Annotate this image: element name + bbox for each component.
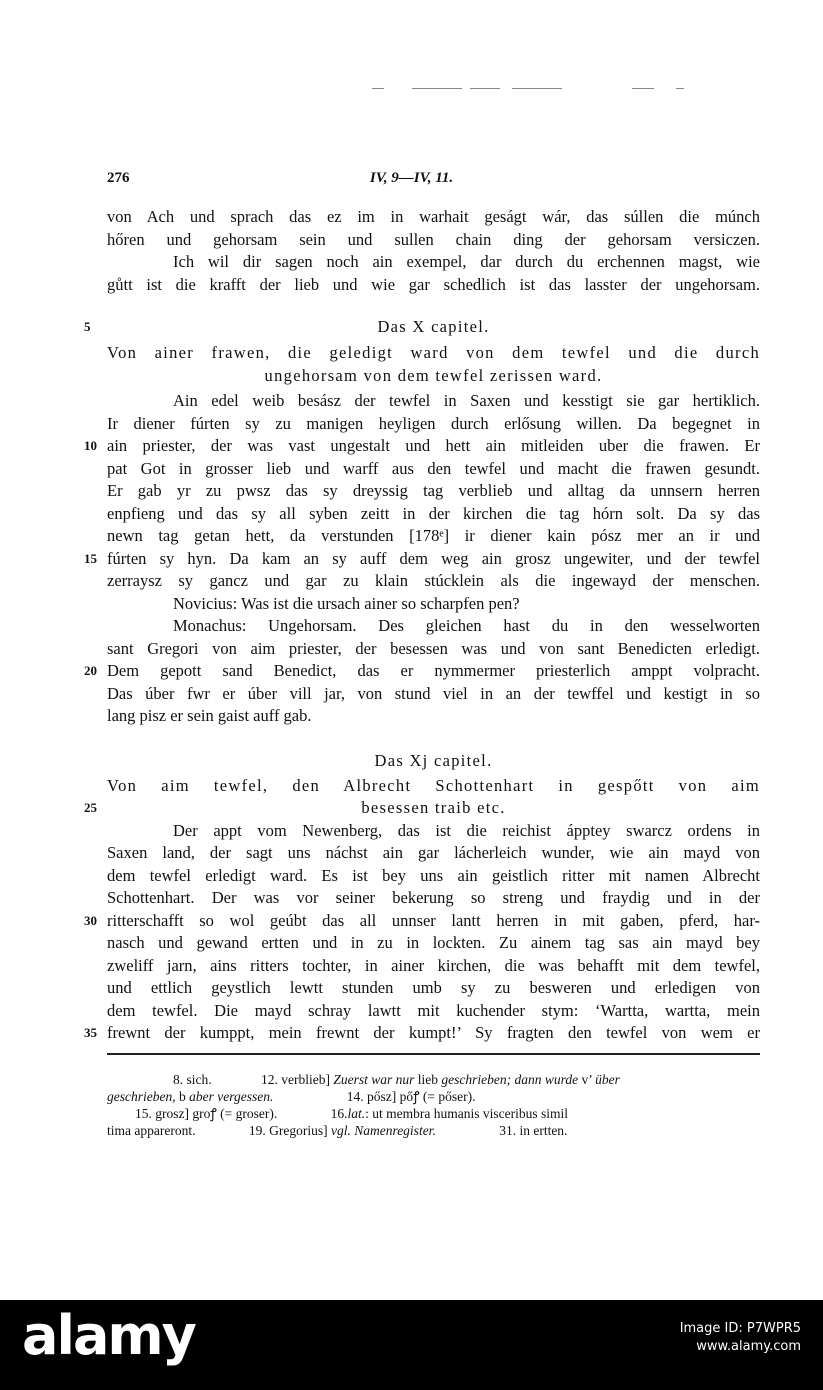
- watermark-bar: [0, 1300, 823, 1390]
- scan-smudge: [412, 88, 462, 89]
- page-number: 276: [107, 170, 130, 186]
- text-line: Der appt vom Newenberg, das ist die reichist ápptey swarcz ordens in: [173, 821, 760, 840]
- site-url: www.alamy.com: [696, 1339, 801, 1354]
- scan-smudge: [676, 88, 684, 89]
- footnote-line: [107, 1071, 760, 1088]
- footnote-italic: vgl. Namenregister.: [330, 1123, 436, 1138]
- text-line: nasch und gewand ertten und in zu in lockten. Zu ainem tag sas ain mayd bey: [107, 933, 760, 952]
- image-id: Image ID: P7WPR5: [679, 1321, 801, 1336]
- heading-line: ungehorsam von dem tewfel zerissen ward.: [264, 366, 603, 385]
- text-line: Er gab yr zu pwsz das sy dreyssig tag verblieb und alltag da unnsern herren: [107, 481, 760, 500]
- text-line: Ich wil dir sagen noch ain exempel, dar durch du erchennen magst, wie: [173, 252, 760, 271]
- footnote: 8. sich.: [173, 1072, 212, 1087]
- footnote: 16.: [330, 1106, 348, 1121]
- footnote: 15. grosz] groꝭ (= groser).: [135, 1106, 278, 1121]
- footnote: tima appareront.: [107, 1123, 196, 1138]
- heading-line: besessen traib etc.: [361, 798, 506, 817]
- line-number: 5: [84, 319, 91, 334]
- heading-line: Das Xj capitel.: [374, 751, 493, 770]
- footnote-italic: geschrieben,: [107, 1089, 176, 1104]
- footnote: b: [178, 1089, 186, 1104]
- footnote-line: [107, 1088, 760, 1105]
- footnote-line: [107, 1122, 760, 1139]
- footnote-italic: aber vergessen.: [189, 1089, 274, 1104]
- text-line: Ir diener fúrten sy zu manigen heyligen durch erlősung willen. Da begegnet in: [107, 414, 760, 433]
- line-number: 20: [84, 663, 97, 678]
- text-line: zerraysz sy gancz und gar zu klain stúcklein als die ingewayd der menschen.: [107, 571, 760, 590]
- text-line: von Ach und sprach das ez im in warhait geságt wár, das súllen die múnch: [107, 207, 760, 226]
- text-line: dem tewfel. Die mayd schray lawtt mit kuchender stym: ‘Wartta, wartta, mein: [107, 1001, 760, 1020]
- text-line: Schottenhart. Der was vor seiner bekerung so streng und fraydig und in der: [107, 888, 760, 907]
- text-line: Ain edel weib besász der tewfel in Saxen und kesstigt sie gar hertiklich.: [173, 391, 760, 410]
- text-line: newn tag getan hett, da verstunden [178ᵉ] ir diener kain pósz mer an ir und: [107, 526, 760, 545]
- text-line: Monachus: Ungehorsam. Des gleichen hast du in den wesselworten: [173, 616, 760, 635]
- text-line: pat Got in grosser lieb und warff aus den tewfel und macht die frawen gesundt.: [107, 459, 760, 478]
- line-number: 35: [84, 1025, 97, 1040]
- text-line: hőren und gehorsam sein und sullen chain ding der gehorsam versiczen.: [107, 230, 760, 249]
- footnote: 19. Gregorius]: [248, 1123, 328, 1138]
- alamy-logo: alamy: [22, 1304, 195, 1367]
- text-line: fúrten sy hyn. Da kam an sy auff dem weg ain grosz ungewiter, und der tewfel: [107, 549, 760, 568]
- scan-smudge: [470, 88, 500, 89]
- line-number: 30: [84, 913, 97, 928]
- footnote: 14. pősz] pőꝭ (= pőser).: [346, 1089, 476, 1104]
- line-number: 15: [84, 551, 97, 566]
- text-line: ritterschafft so wol geúbt das all unnser lantt herren in mit gaben, pferd, har-: [107, 911, 760, 930]
- footnote: 31. in ertten.: [499, 1123, 568, 1138]
- footnote: v’: [581, 1072, 592, 1087]
- line-number: 10: [84, 438, 97, 453]
- scan-smudge: [372, 88, 384, 89]
- heading-line: Von ainer frawen, die geledigt ward von dem tewfel und die durch: [107, 343, 760, 362]
- text-line: enpfieng und das sy all syben zeitt in der kirchen die tag hórn solt. Da sy das: [107, 504, 760, 523]
- footnote-italic: geschrieben; dann wurde: [441, 1072, 579, 1087]
- text-line: dem tewfel erledigt ward. Es ist bey uns ain geistlich ritter mit namen Albrecht: [107, 866, 760, 885]
- footnote-italic: über: [595, 1072, 620, 1087]
- scan-smudge: [632, 88, 654, 89]
- text-line: Saxen land, der sagt uns náchst ain gar lácherleich wunder, wie ain mayd von: [107, 843, 760, 862]
- footnote: : ut membra humanis visceribus simil: [365, 1106, 568, 1121]
- heading-line: Von aim tewfel, den Albrecht Schottenhart in gespőtt von aim: [107, 776, 760, 795]
- footnote-italic: lat.: [347, 1106, 366, 1121]
- text-line: lang pisz er sein gaist auff gab.: [107, 706, 312, 725]
- text-line: Novicius: Was ist die ursach ainer so scharpfen pen?: [173, 594, 520, 613]
- heading-line: Das X capitel.: [377, 317, 490, 336]
- footnote: lieb: [417, 1072, 439, 1087]
- line-number: 25: [84, 800, 97, 815]
- text-line: frewnt der kumppt, mein frewnt der kumpt!’ Sy fragten den tewfel von wem er: [107, 1023, 760, 1042]
- footnote-rule: [107, 1053, 760, 1055]
- footnote: 12. verblieb]: [261, 1072, 330, 1087]
- text-line: Dem gepott sand Benedict, das er nymmermer priesterlich amppt volpracht.: [107, 661, 760, 680]
- footnote-line: [107, 1105, 760, 1122]
- image-info: [680, 1320, 801, 1356]
- text-line: gůtt ist die krafft der lieb und wie gar schedlich ist das lasster der ungehorsam.: [107, 275, 760, 294]
- text-line: Das úber fwr er úber vill jar, von stund viel in an der tewffel und kestigt in so: [107, 684, 760, 703]
- scan-smudge: [512, 88, 562, 89]
- text-line: und ettlich geystlich lewtt stunden umb sy zu besweren und erledigen von: [107, 978, 760, 997]
- running-title: IV, 9—IV, 11.: [369, 170, 454, 186]
- footnote-italic: Zuerst war nur: [333, 1072, 415, 1087]
- text-line: ain priester, der was vast ungestalt und hett ain mitleiden uber die frawen. Er: [107, 436, 760, 455]
- text-line: sant Gregori von aim priester, der besessen was und von sant Benedicten erledigt.: [107, 639, 760, 658]
- text-line: zweliff jarn, ains ritters tochter, in ainer kirchen, die was behafft mit dem tewfel,: [107, 956, 760, 975]
